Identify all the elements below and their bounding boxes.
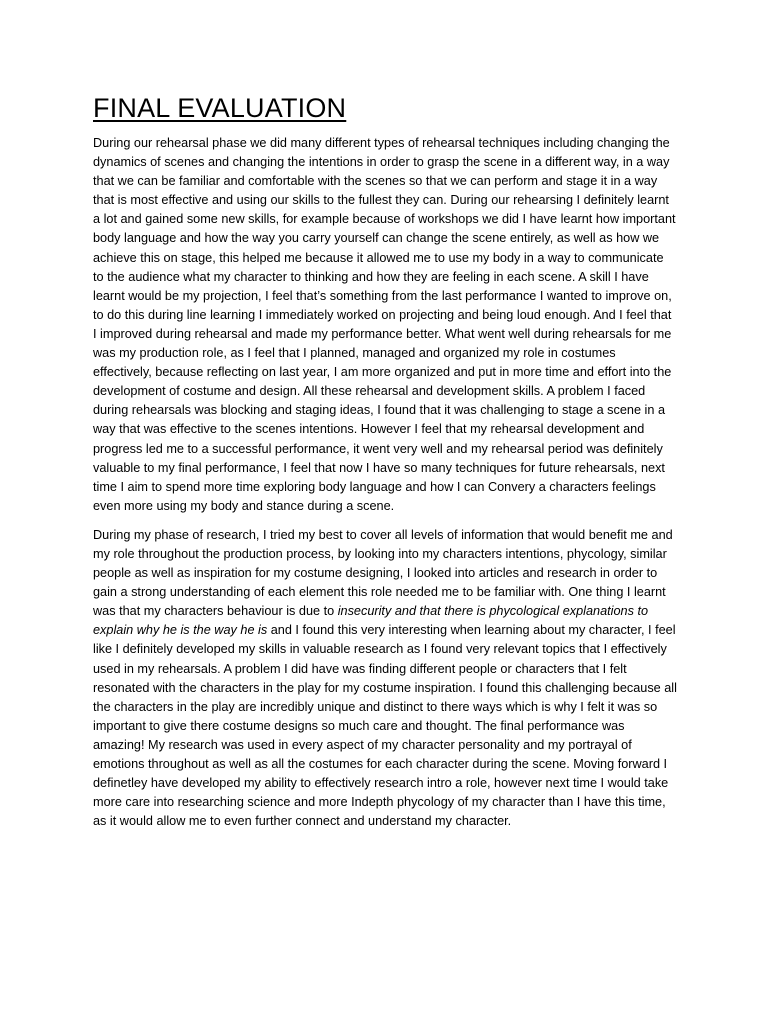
research-paragraph-end: and I found this very interesting when learning about my character, I feel like I definitely developed my skills in valuable research as I found very relevant topics that I effectively used in my rehearsals. A problem I did have was finding different people or characters that I felt resonated with the characters in the play for my costume inspiration. I found this challenging because all the characters in the play are incredibly unique and distinct to there ways which is why I felt it was so important to give there costume designs so much care and thought. The final performance was amazing! My research was used in every aspect of my character personality and my portrayal of emotions throughout as well as all the costumes for each character during the scene. Moving forward I definetley have developed my ability to effectively research intro a role, however next time I would take more care into researching science and more Indepth phycology of my character than I have this time, as it would allow me to even further connect and understand my character. <box>93 623 677 829</box>
rehearsal-paragraph: During our rehearsal phase we did many different types of rehearsal techniques including changing the dynamics of scenes and changing the intentions in order to grasp the scene in a different way, in a way that we can be familiar and comfortable with the scenes so that we can perform and stage it in a way that is most effective and using our skills to the fullest they can. During our rehearsing I definitely learnt a lot and gained some new skills, for example because of workshops we did I have learnt how important body language and how the way you carry yourself can change the scene entirely, as well as how we achieve this on stage, this helped me because it allowed me to use my body in a way to communicate to the audience what my character to thinking and how they are feeling in each scene. A skill I have learnt would be my projection, I feel that’s something from the last performance I wanted to improve on, to do this during line learning I immediately worked on projecting and being loud enough. And I feel that I improved during rehearsal and made my performance better. What went well during rehearsals for me was my production role, as I feel that I planned, managed and organized my role in costumes effectively, because reflecting on last year, I am more organized and put in more time and effort into the development of costume and design. All these rehearsal and development skills. A problem I faced during rehearsals was blocking and staging ideas, I found that it was challenging to stage a scene in a way that was effective to the scenes intentions. However I feel that my rehearsal development and progress led me to a successful performance, it went very well and my rehearsal period was definitely valuable to my final performance, I feel that now I have so many techniques for future rehearsals, next time I aim to spend more time exploring body language and how I can Convery a characters feelings even more using my body and stance during a scene. <box>93 136 676 513</box>
document-title: FINAL EVALUATION <box>93 93 347 123</box>
research-paragraph-start: During my phase of research, I tried my best to cover all levels of information that would benefit me and my role throughout the production process, by looking into my characters intentions, phycology, similar people as well as inspiration for my costume designing, I looked into articles and research in order to gain a strong understanding of each element this role needed me to be familiar with. One thing I learnt was that my characters behaviour is due to <box>93 527 673 619</box>
research-paragraph <box>93 526 677 832</box>
document-page <box>93 92 677 831</box>
research-paragraph-italic-phrase: insecurity and that there is phycological explanations to explain why he is the way he is <box>93 604 649 638</box>
